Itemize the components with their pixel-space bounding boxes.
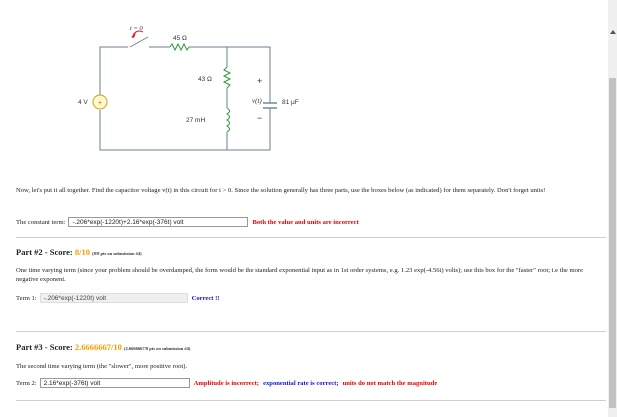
- part3-submission-note: (2.6666667/8 pts on submission #4): [123, 346, 191, 351]
- term1-label: Term 1:: [16, 294, 37, 302]
- cap-minus-sign: −: [257, 113, 263, 123]
- vertical-scrollbar[interactable]: [608, 0, 617, 417]
- term2-feedback-amplitude: Amplitude is incorrect;: [193, 379, 260, 387]
- term1-feedback: Correct !!: [191, 294, 220, 302]
- source-plus: +: [97, 100, 103, 107]
- term1-row: [16, 293, 220, 303]
- part3-title: [16, 342, 190, 352]
- constant-term-label: The constant term:: [16, 218, 66, 226]
- part2-description: One time varying term (since your problem should be overdamped, the form would be the standard exponential input as in 1st order systems, e.g. 1.23 exp(-4.56t) volts); use this box for the "faster" root; i.e the more negative exponent.: [16, 267, 584, 283]
- constant-term-feedback: Both the value and units are incorrect: [252, 218, 359, 226]
- part2-score: 8/10: [74, 247, 90, 257]
- term2-feedback-units: units do not match the magnitude: [342, 379, 438, 387]
- part3-title-text: Part #3 - Score:: [16, 342, 75, 352]
- term2-row: [16, 378, 437, 388]
- constant-term-input[interactable]: -.206*exp(-1220t)+2.16*exp(-376t) volt: [68, 217, 248, 227]
- part3-description: The second time varying term (the "slower", more positive root).: [16, 363, 188, 370]
- scrollbar-thumb[interactable]: [609, 78, 616, 408]
- part2-title-text: Part #2 - Score:: [16, 247, 75, 257]
- divider: [16, 331, 606, 332]
- cap-voltage-label: v(t): [252, 97, 262, 105]
- intro-text: Now, let's put it all together. Find the capacitor voltage v(t) in this circuit for t > 0. Since the solution generally has three parts, use the boxes below (as indicated) for them separately. Don't forget units!: [16, 187, 546, 194]
- scroll-up-arrow-icon[interactable]: [610, 30, 616, 34]
- divider: [16, 237, 606, 238]
- capacitor-label: 81 μF: [282, 99, 299, 106]
- cap-plus-sign: +: [257, 76, 263, 86]
- term1-input[interactable]: -.206*exp(-1220t) volt: [40, 293, 188, 303]
- r1-label: 45 Ω: [173, 35, 187, 42]
- constant-term-row: [16, 217, 359, 227]
- divider: [16, 400, 606, 401]
- term2-label: Term 2:: [16, 379, 37, 387]
- circuit-diagram: [70, 20, 300, 160]
- r2-label: 43 Ω: [198, 76, 212, 83]
- part3-score: 2.6666667/10: [74, 342, 122, 352]
- switch-label: t = 0: [130, 25, 143, 32]
- source-label: 4 V: [78, 99, 88, 106]
- part2-title: [16, 247, 142, 257]
- inductor-label: 27 mH: [186, 117, 206, 124]
- term2-feedback-rate: exponential rate is correct;: [263, 379, 339, 387]
- term2-input[interactable]: 2.16*exp(-376t) volt: [40, 378, 190, 388]
- part2-submission-note: (8/8 pts on submission #4): [92, 251, 142, 256]
